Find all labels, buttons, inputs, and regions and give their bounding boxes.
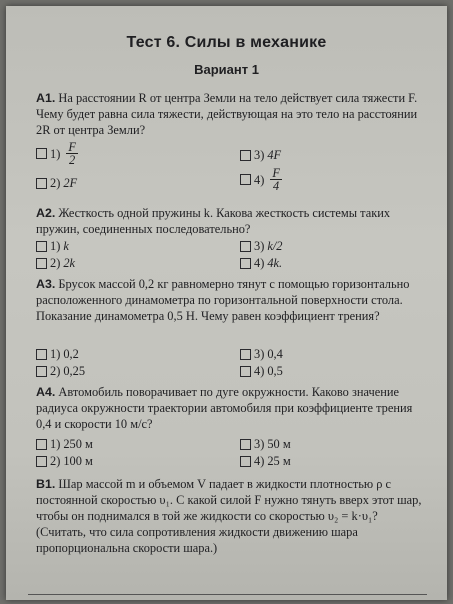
option-a1-2[interactable]: 2) 2F xyxy=(36,175,77,191)
fraction: $\frac{F}{2}$ xyxy=(68,140,76,167)
checkbox[interactable] xyxy=(36,258,47,269)
question-text: Автомобиль поворачивает по дуге окружности. Каково значение радиуса окружности траектории автомобиля при коэффициенте трения 0,4 и скорости 10 м/с? xyxy=(36,385,413,431)
checkbox[interactable] xyxy=(36,178,47,189)
question-a1 xyxy=(36,90,428,138)
option-a3-1[interactable]: 1) 0,2 xyxy=(36,346,79,362)
variant-heading: Вариант 1 xyxy=(194,62,259,77)
question-b1 xyxy=(36,476,428,556)
checkbox[interactable] xyxy=(240,349,251,360)
question-text: Шар массой m и объемом V падает в жидкости плотностью ρ с постоянной скоростью υ₁. С какой силой F нужно тянуть вверх этот шар, чтобы он поднимался в той же жидкости со скоростью υ₂ = k·υ₁? (Считать, что сила сопротивления жидкости движению шара пропорциональна скорости шара.) xyxy=(36,477,422,555)
question-text: Брусок массой 0,2 кг равномерно тянут с помощью горизонтально расположенного динамометра по горизонтальной поверхности стола. Показание динамометра 0,5 Н. Чему равен коэффициент трения? xyxy=(36,277,410,323)
question-label: А4. xyxy=(36,385,56,399)
option-a2-1[interactable]: 1) k xyxy=(36,238,69,254)
checkbox[interactable] xyxy=(240,174,251,185)
option-a1-4[interactable]: 4) $\frac{F}{4}$ xyxy=(240,167,282,192)
checkbox[interactable] xyxy=(240,456,251,467)
option-a1-1[interactable]: 1) $\frac{F}{2}$ xyxy=(36,141,78,166)
question-label: А2. xyxy=(36,206,56,220)
checkbox[interactable] xyxy=(36,439,47,450)
test-page xyxy=(6,6,447,600)
options-a3 xyxy=(36,346,428,386)
options-a1 xyxy=(36,139,428,199)
checkbox[interactable] xyxy=(36,366,47,377)
fraction: $\frac{F}{4}$ xyxy=(272,166,280,193)
checkbox[interactable] xyxy=(240,439,251,450)
question-a2 xyxy=(36,205,428,237)
option-a4-1[interactable]: 1) 250 м xyxy=(36,436,93,452)
options-a2 xyxy=(36,238,428,278)
question-label: В1. xyxy=(36,477,56,491)
question-text: На расстоянии R от центра Земли на тело действует сила тяжести F. Чему будет равна сила тяжести, действующая на это тело на расстоянии 2R от центра Земли? xyxy=(36,91,418,137)
page-divider xyxy=(28,594,427,595)
option-a1-3[interactable]: 3) 4F xyxy=(240,147,281,163)
option-a4-2[interactable]: 2) 100 м xyxy=(36,453,93,469)
question-label: А3. xyxy=(36,277,56,291)
checkbox[interactable] xyxy=(36,456,47,467)
option-a4-4[interactable]: 4) 25 м xyxy=(240,453,291,469)
options-a4 xyxy=(36,436,428,476)
question-label: А1. xyxy=(36,91,56,105)
checkbox[interactable] xyxy=(240,241,251,252)
option-a3-2[interactable]: 2) 0,25 xyxy=(36,363,85,379)
checkbox[interactable] xyxy=(240,258,251,269)
checkbox[interactable] xyxy=(36,148,47,159)
question-a4 xyxy=(36,384,428,432)
checkbox[interactable] xyxy=(36,241,47,252)
page-title: Тест 6. Силы в механике xyxy=(126,34,327,51)
option-a4-3[interactable]: 3) 50 м xyxy=(240,436,291,452)
option-a2-4[interactable]: 4) 4k. xyxy=(240,255,282,271)
question-text: Жесткость одной пружины k. Какова жесткость системы таких пружин, соединенных последовательно? xyxy=(36,206,391,236)
question-a3 xyxy=(36,276,428,324)
option-a2-2[interactable]: 2) 2k xyxy=(36,255,75,271)
checkbox[interactable] xyxy=(36,349,47,360)
checkbox[interactable] xyxy=(240,366,251,377)
checkbox[interactable] xyxy=(240,150,251,161)
option-a3-4[interactable]: 4) 0,5 xyxy=(240,363,283,379)
option-a3-3[interactable]: 3) 0,4 xyxy=(240,346,283,362)
option-a2-3[interactable]: 3) k/2 xyxy=(240,238,282,254)
